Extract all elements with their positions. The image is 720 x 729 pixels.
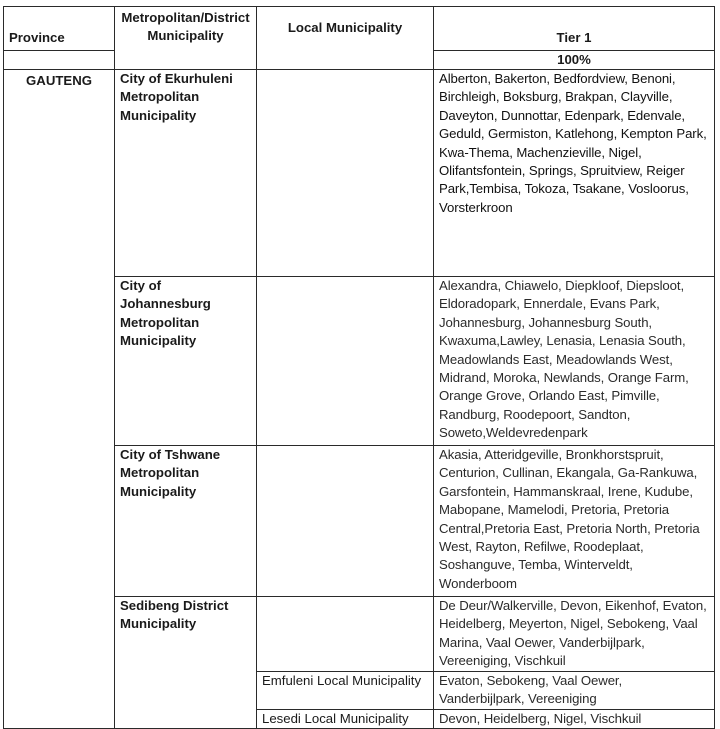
towns-cell: Alexandra, Chiawelo, Diepkloof, Diepsloot, Eldoradopark, Ennerdale, Evans Park, Johannesburg, Johannesburg South, Kwaxuma,Lawley, Lenasia, Lenasia South, Meadowlands East, Meadowlands West, Midrand, Moroka, Newlands, Orange Farm, Orange Grove, Orlando East, Pimville, Randburg, Roodepoort, Sandton, Soweto,Weldevredenpark <box>434 277 715 446</box>
local-cell <box>257 597 434 672</box>
header-metro-district: Metropolitan/District Municipality <box>115 7 257 70</box>
towns-cell: De Deur/Walkerville, Devon, Eikenhof, Evaton, Heidelberg, Meyerton, Nigel, Sebokeng, Vaal Marina, Vaal Oewer, Vanderbijlpark, Vereeniging, Vischkuil <box>434 597 715 672</box>
metro-cell: Sedibeng District Municipality <box>115 597 257 729</box>
local-cell <box>257 70 434 277</box>
towns-cell: Devon, Heidelberg, Nigel, Vischkuil <box>434 709 715 728</box>
header-tier: Tier 1 <box>434 7 715 51</box>
towns-cell: Alberton, Bakerton, Bedfordview, Benoni, Birchleigh, Boksburg, Brakpan, Clayville, Daveyton, Dunnottar, Edenpark, Edenvale, Geduld, Germiston, Katlehong, Kempton Park, Kwa-Thema, Machenzieville, Nigel, Olifantsfontein, Springs, Spruitview, Reiger Park,Tembisa, Tokoza, Tsakane, Vosloorus, Vorsterkroon <box>434 70 715 277</box>
local-cell <box>257 277 434 446</box>
metro-cell: City of Johannesburg Metropolitan Municipality <box>115 277 257 446</box>
local-cell <box>257 446 434 597</box>
local-cell: Emfuleni Local Municipality <box>257 672 434 710</box>
header-province: Province <box>4 7 115 51</box>
empty-cell <box>4 51 115 70</box>
municipality-table <box>3 6 715 729</box>
header-row <box>4 7 715 51</box>
province-cell: GAUTENG <box>4 70 115 729</box>
tier-percent: 100% <box>434 51 715 70</box>
table-row <box>4 70 715 277</box>
towns-cell: Evaton, Sebokeng, Vaal Oewer, Vanderbijlpark, Vereeniging <box>434 672 715 710</box>
towns-cell: Akasia, Atteridgeville, Bronkhorstspruit, Centurion, Cullinan, Ekangala, Ga-Rankuwa, Garsfontein, Hammanskraal, Irene, Kudube, Mabopane, Mamelodi, Pretoria, Pretoria Central,Pretoria East, Pretoria North, Pretoria West, Rayton, Refilwe, Roodeplaat, Soshanguve, Temba, Winterveldt, Wonderboom <box>434 446 715 597</box>
header-local-municipality: Local Municipality <box>257 7 434 70</box>
metro-cell: City of Ekurhuleni Metropolitan Municipality <box>115 70 257 277</box>
local-cell: Lesedi Local Municipality <box>257 709 434 728</box>
metro-cell: City of Tshwane Metropolitan Municipality <box>115 446 257 597</box>
